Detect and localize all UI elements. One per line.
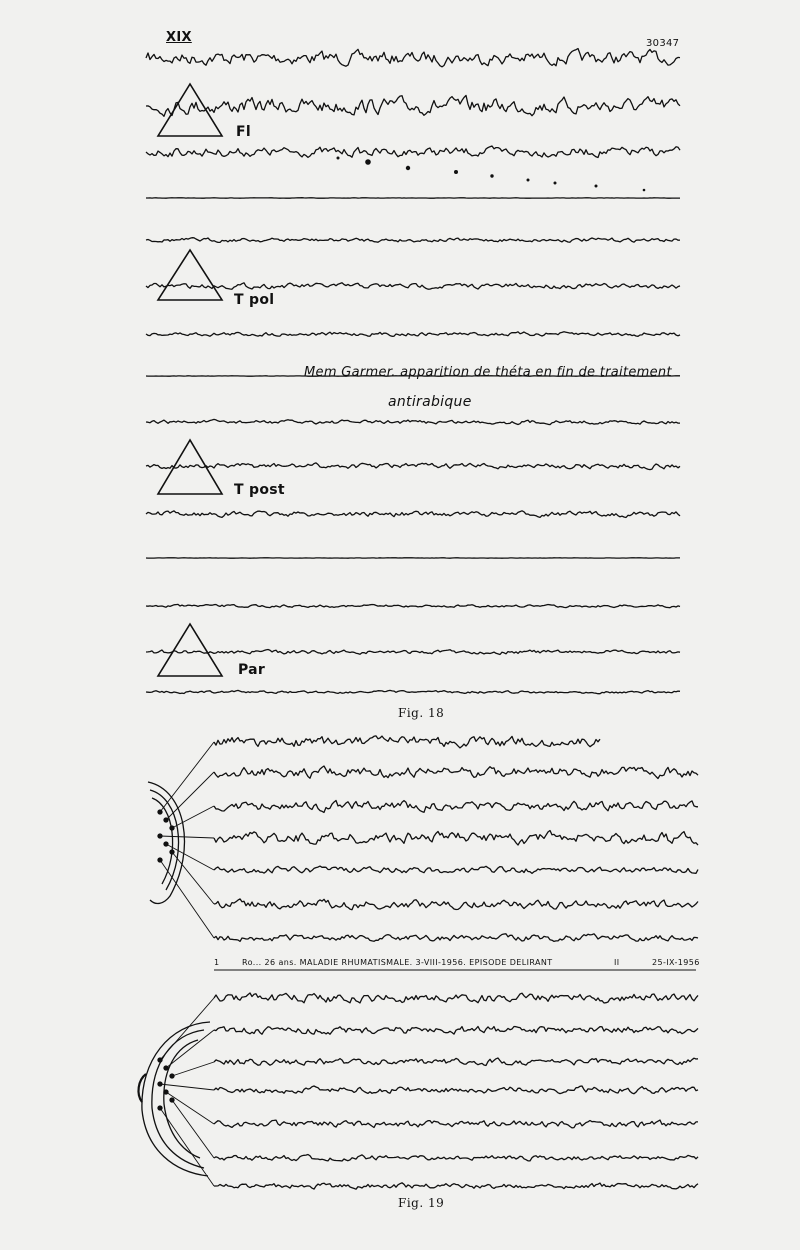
fig19-upper-electrode-lead-5 — [166, 844, 214, 870]
annotation-line-2: antirabique — [388, 394, 472, 410]
plate-number: XIX — [166, 30, 192, 45]
fig18-eeg-trace-6 — [146, 283, 680, 289]
fig19-lower-eeg-trace-6 — [214, 1155, 698, 1162]
fig19-upper-eeg-trace-6 — [214, 899, 698, 910]
fig18-eeg-trace-4 — [146, 198, 680, 199]
fig19-upper-electrode-dot-6 — [170, 850, 174, 854]
fig18-eeg-trace-2 — [146, 95, 680, 116]
fig18-eeg-trace-14 — [146, 650, 680, 655]
fig19-upper-eeg-trace-7 — [214, 934, 698, 942]
record-date: 25-IX-1956 — [652, 958, 700, 967]
fig19-lower-electrode-dot-3 — [170, 1074, 174, 1078]
fig18-eeg-trace-15 — [146, 690, 680, 693]
fig18-eeg-trace-9 — [146, 419, 680, 424]
fig19-upper-eeg-trace-5 — [214, 866, 698, 873]
electrode-label-tpol: T pol — [234, 292, 275, 308]
fig19-lower-eeg-trace-2 — [214, 1027, 698, 1035]
fig19-lower-eeg-trace-1 — [214, 993, 698, 1003]
fig19-lower-electrode-lead-3 — [172, 1062, 214, 1076]
fig18-eeg-trace-3 — [146, 146, 680, 158]
electrode-label-fl: Fl — [236, 124, 251, 140]
fig18-eeg-trace-5 — [146, 238, 680, 243]
dotted-marker-trail — [337, 157, 646, 192]
fig19-lower-eeg-trace-3 — [214, 1058, 698, 1066]
fig18-eeg-trace-1 — [146, 49, 680, 67]
fig19-lower-electrode-lead-6 — [172, 1100, 214, 1158]
fig19-upper-electrode-lead-2 — [166, 772, 214, 820]
fig19-upper-electrode-dot-1 — [158, 810, 162, 814]
fig19-lower-eeg-trace-4 — [214, 1086, 698, 1094]
electrode-triangle-par — [158, 624, 222, 676]
fig19-lower-electrode-dot-5 — [164, 1090, 168, 1094]
archive-number: 30347 — [646, 38, 680, 49]
fig19-upper-electrode-dot-4 — [158, 834, 162, 838]
fig19-lower-electrode-dot-7 — [158, 1106, 162, 1110]
fig19-lower-eeg-trace-7 — [214, 1183, 698, 1189]
fig19-lower-electrode-lead-4 — [160, 1084, 214, 1090]
fig18-eeg-trace-10 — [146, 463, 680, 470]
fig19-lower-electrode-lead-1 — [160, 998, 214, 1060]
fig19-upper-eeg-trace-4 — [214, 831, 698, 846]
fig19-upper-eeg-trace-1 — [214, 736, 600, 748]
annotation-line-1: Mem Garmer. apparition de théta en fin de traitement — [304, 365, 672, 380]
fig19-upper-eeg-trace-3 — [214, 801, 698, 813]
electrode-label-tpost: T post — [234, 482, 285, 498]
fig19-upper-electrode-dot-5 — [164, 842, 168, 846]
fig19-lower-electrode-dot-4 — [158, 1082, 162, 1086]
fig19-lower-electrode-lead-5 — [166, 1092, 214, 1124]
record-description: Ro... 26 ans. MALADIE RHUMATISMALE. 3-VIII-1956. EPISODE DELIRANT — [242, 958, 553, 967]
eeg-traces — [146, 49, 698, 1190]
figure-19-caption: Fig. 19 — [398, 1196, 445, 1210]
fig19-lower-electrode-dot-6 — [170, 1098, 174, 1102]
figure-18-caption: Fig. 18 — [398, 706, 445, 720]
fig19-upper-eeg-trace-2 — [214, 766, 698, 779]
fig19-upper-electrode-dot-3 — [170, 826, 174, 830]
record-roman-number: II — [614, 958, 620, 967]
record-index: 1 — [214, 958, 220, 967]
fig18-eeg-trace-7 — [146, 332, 680, 337]
head-diagram-bottom — [139, 998, 214, 1186]
fig19-lower-electrode-dot-1 — [158, 1058, 162, 1062]
electrode-triangle-tpol — [158, 250, 222, 300]
fig19-upper-electrode-lead-1 — [160, 742, 214, 812]
fig18-eeg-trace-11 — [146, 511, 680, 518]
electrode-label-par: Par — [238, 662, 266, 678]
fig18-eeg-trace-13 — [146, 604, 680, 607]
fig19-upper-electrode-dot-7 — [158, 858, 162, 862]
fig19-upper-electrode-dot-2 — [164, 818, 168, 822]
fig19-lower-eeg-trace-5 — [214, 1120, 698, 1128]
head-diagram-top — [148, 742, 214, 938]
fig19-lower-electrode-dot-2 — [164, 1066, 168, 1070]
figure-19-record-caption — [214, 958, 700, 967]
fig19-upper-electrode-lead-4 — [160, 836, 214, 838]
